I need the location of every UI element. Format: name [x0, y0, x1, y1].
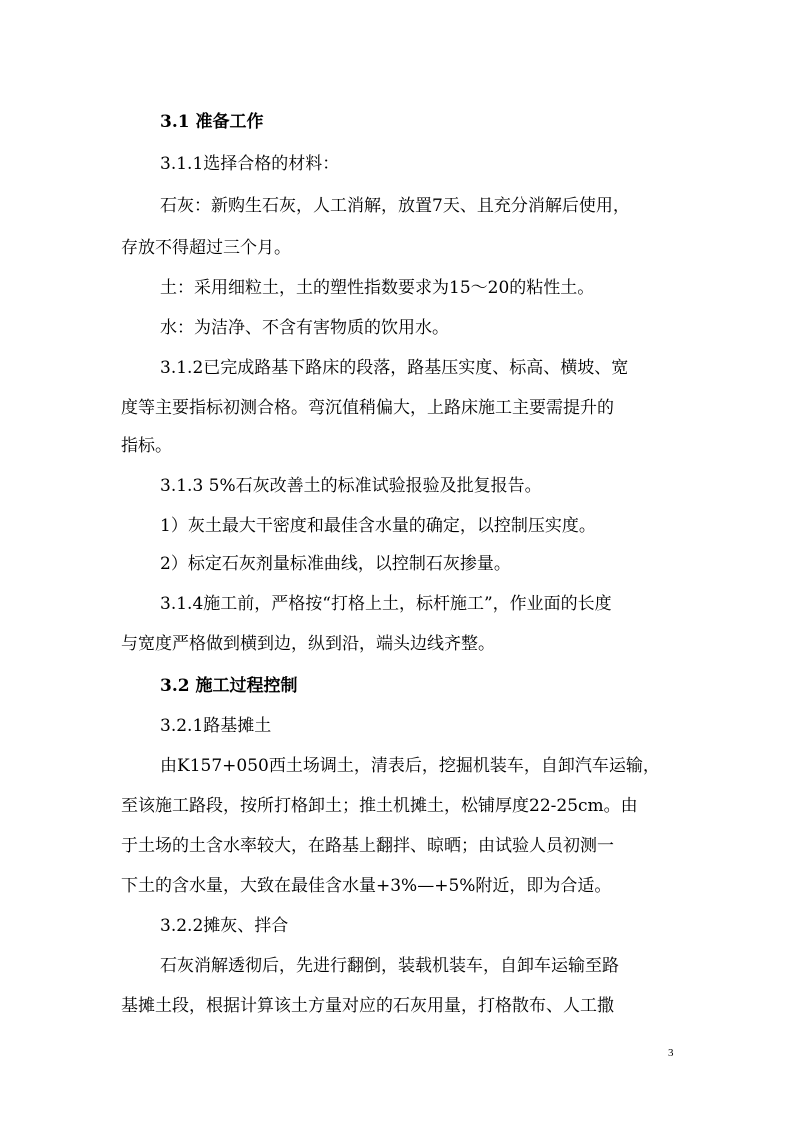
paragraph-line: 指标。	[121, 436, 172, 456]
paragraph-line: 下土的含水量，大致在最佳含水量+3%—+5%附近，即为合适。	[121, 876, 612, 896]
paragraph-line: 3.1.3 5%石灰改善土的标准试验报验及批复报告。	[160, 476, 542, 496]
section-heading-3-1: 3.1 准备工作	[160, 112, 264, 132]
section-heading-3-2: 3.2 施工过程控制	[160, 676, 298, 696]
paragraph-line: 于土场的土含水率较大，在路基上翻拌、晾晒；由试验人员初测一	[121, 836, 614, 856]
paragraph-line: 3.1.4施工前，严格按“打格上土，标杆施工”，作业面的长度	[160, 594, 612, 614]
paragraph-line: 3.2.1路基摊土	[160, 716, 272, 736]
page-number: 3	[668, 1047, 674, 1059]
paragraph-line: 3.1.2已完成路基下路床的段落，路基压实度、标高、横坡、宽	[160, 358, 629, 378]
paragraph-line: 存放不得超过三个月。	[121, 238, 291, 258]
paragraph-line: 由K157+050西土场调土，清表后，挖掘机装车，自卸汽车运输，	[160, 756, 660, 776]
paragraph-line: 水：为洁净、不含有害物质的饮用水。	[160, 318, 449, 338]
paragraph-line: 1）灰土最大干密度和最佳含水量的确定，以控制压实度。	[160, 516, 596, 536]
paragraph-line: 3.2.2摊灰、拌合	[160, 916, 289, 936]
paragraph-line: 基摊土段，根据计算该土方量对应的石灰用量，打格散布、人工撒	[121, 996, 614, 1016]
paragraph-line: 度等主要指标初测合格。弯沉值稍偏大，上路床施工主要需提升的	[121, 398, 614, 418]
paragraph-line: 3.1.1选择合格的材料：	[160, 154, 340, 174]
paragraph-line: 2）标定石灰剂量标准曲线，以控制石灰掺量。	[160, 554, 511, 574]
paragraph-line: 石灰消解透彻后，先进行翻倒，装载机装车，自卸车运输至路	[160, 956, 619, 976]
paragraph-line: 至该施工路段，按所打格卸土；推土机摊土，松铺厚度22-25cm。由	[121, 796, 638, 816]
paragraph-line: 石灰：新购生石灰，人工消解，放置7天、且充分消解后使用，	[160, 196, 630, 216]
paragraph-line: 土：采用细粒土，土的塑性指数要求为15～20的粘性土。	[160, 278, 595, 298]
paragraph-line: 与宽度严格做到横到边，纵到沿，端头边线齐整。	[121, 634, 495, 654]
